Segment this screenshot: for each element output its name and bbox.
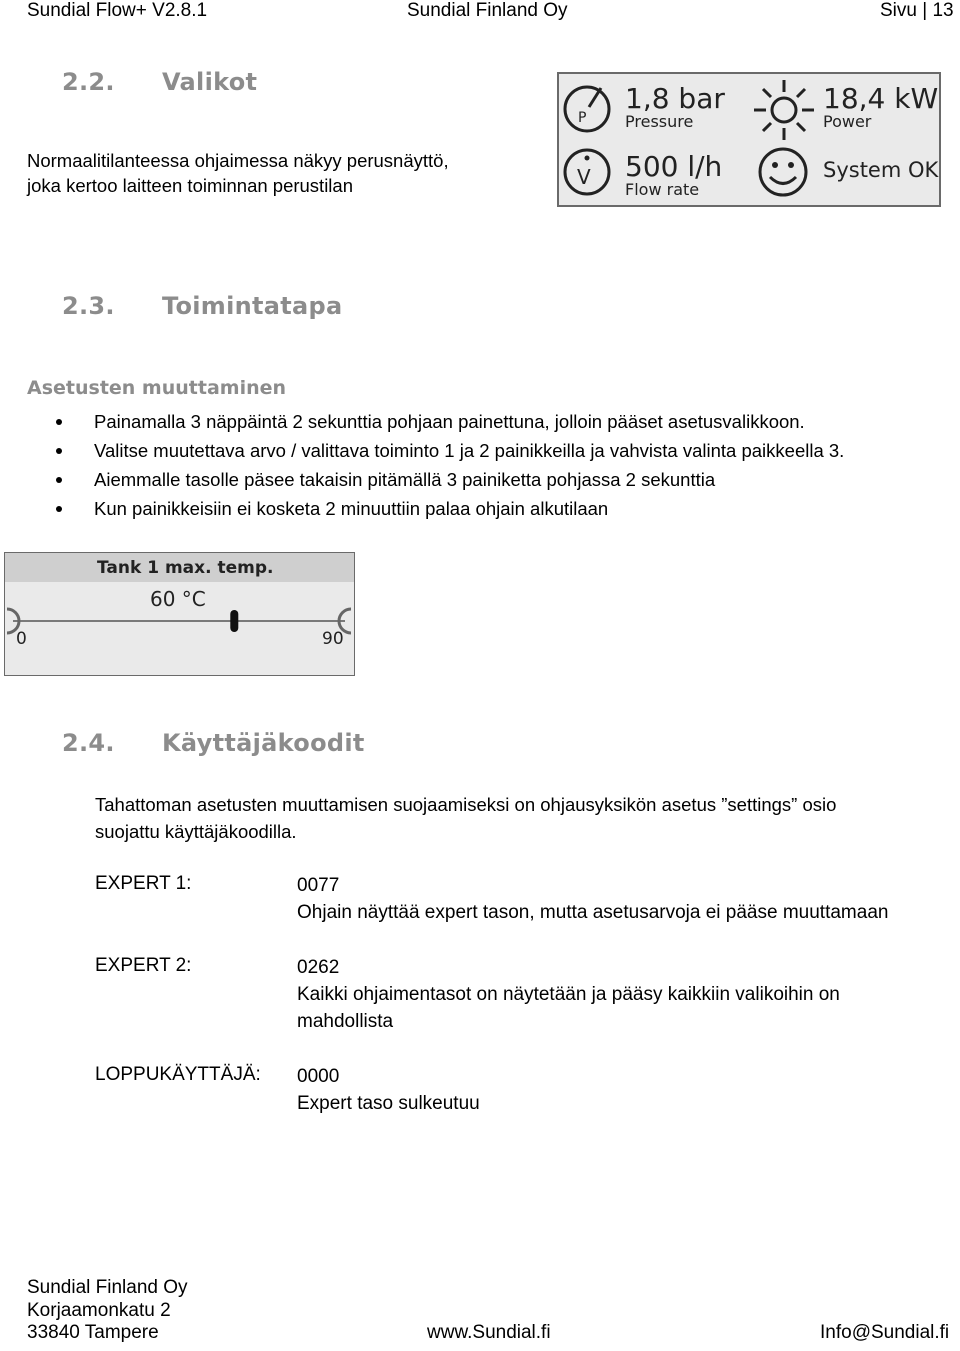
code-value: 0262 [297,957,340,978]
power-value: 18,4 kW [823,82,939,115]
header-product: Sundial Flow+ V2.8.1 [27,0,208,21]
list-item: Kun painikkeisiin ei kosketa 2 minuuttiin palaa ohjain alkutilaan [27,494,957,523]
code-description: Expert taso sulkeutuu [297,1093,480,1114]
code-label-expert2: EXPERT 2: [95,955,192,976]
power-label: Power [823,112,872,131]
list-item: Valitse muutettava arvo / valittava toiminto 1 ja 2 painikkeilla ja vahvista valinta paikkeella 3. [27,436,957,465]
code-description: Ohjain näyttää expert tason, mutta asetusarvoja ei pääse muuttamaan [297,902,889,923]
pressure-label: Pressure [625,112,694,131]
footer-website[interactable]: www.Sundial.fi [427,1322,551,1343]
page-label: Sivu [880,0,917,21]
flow-label: Flow rate [625,180,700,199]
code-label-loppukayttaja: LOPPUKÄYTTÄJÄ: [95,1064,261,1085]
sun-icon [754,80,814,140]
svg-text:P: P [578,110,587,126]
footer-street: Korjaamonkatu 2 [27,1299,171,1321]
heading-number: 2.2. [62,68,115,96]
pressure-value: 1,8 bar [625,82,725,115]
instruction-list [27,407,957,523]
heading-title: Toimintatapa [162,292,343,320]
code-description-cont: mahdollista [297,1011,394,1032]
valikot-text [27,148,449,198]
list-item: Painamalla 3 näppäintä 2 sekunttia pohjaan painettuna, jolloin pääset asetusvalikkoon. [27,407,957,436]
valikot-text-line1: Normaalitilanteessa ohjaimessa näkyy perusnäyttö, [27,150,449,171]
tank-display [4,552,355,676]
code-label-expert1: EXPERT 1: [95,873,192,894]
heading-number: 2.4. [62,729,115,757]
flow-value: 500 l/h [625,150,723,183]
valikot-text-line2: joka kertoo laitteen toiminnan perustilan [27,175,353,196]
smiley-icon [760,149,806,195]
koodit-intro [95,791,836,845]
code-entry-expert1 [297,872,888,926]
code-entry-loppukayttaja [297,1063,480,1117]
heading-number: 2.3. [62,292,115,320]
footer-city: 33840 Tampere [27,1322,159,1343]
code-entry-expert2 [297,954,840,1035]
code-value: 0000 [297,1066,340,1087]
svg-text:V: V [577,165,591,189]
system-status: System OK [823,158,939,182]
subheading-asetusten: Asetusten muuttaminen [27,377,287,399]
flow-rate-icon [565,150,609,194]
footer-company: Sundial Finland Oy [27,1277,188,1298]
heading-kayttajakoodit [62,729,365,757]
koodit-intro-line2: suojattu käyttäjäkoodilla. [95,821,297,842]
tank-value: 60 °C [150,587,206,611]
header-page: Sivu | 13 [880,0,954,21]
slider-max: 90 [322,629,344,649]
code-description: Kaikki ohjaimentasot on näytetään ja pääsy kaikkiin valikoihin on [297,984,840,1005]
koodit-intro-line1: Tahattoman asetusten muuttamisen suojaamiseksi on ohjausyksikön asetus ”settings” osio [95,794,837,815]
temperature-slider[interactable] [5,553,353,674]
status-display [557,72,941,207]
footer-email[interactable]: Info@Sundial.fi [820,1322,950,1343]
tank-title: Tank 1 max. temp. [97,558,274,578]
heading-title: Valikot [162,68,258,96]
pressure-gauge-icon [565,87,609,131]
code-value: 0077 [297,875,340,896]
slider-handle[interactable] [230,610,238,632]
heading-title: Käyttäjäkoodit [162,729,365,757]
slider-min: 0 [16,629,27,649]
page-number: 13 [932,0,954,21]
heading-toimintatapa [62,292,343,320]
heading-valikot [62,68,257,96]
footer-address [27,1277,188,1345]
list-item: Aiemmalle tasolle päsee takaisin pitämällä 3 painiketta pohjassa 2 sekunttia [27,465,957,494]
header-company: Sundial Finland Oy [407,0,568,21]
